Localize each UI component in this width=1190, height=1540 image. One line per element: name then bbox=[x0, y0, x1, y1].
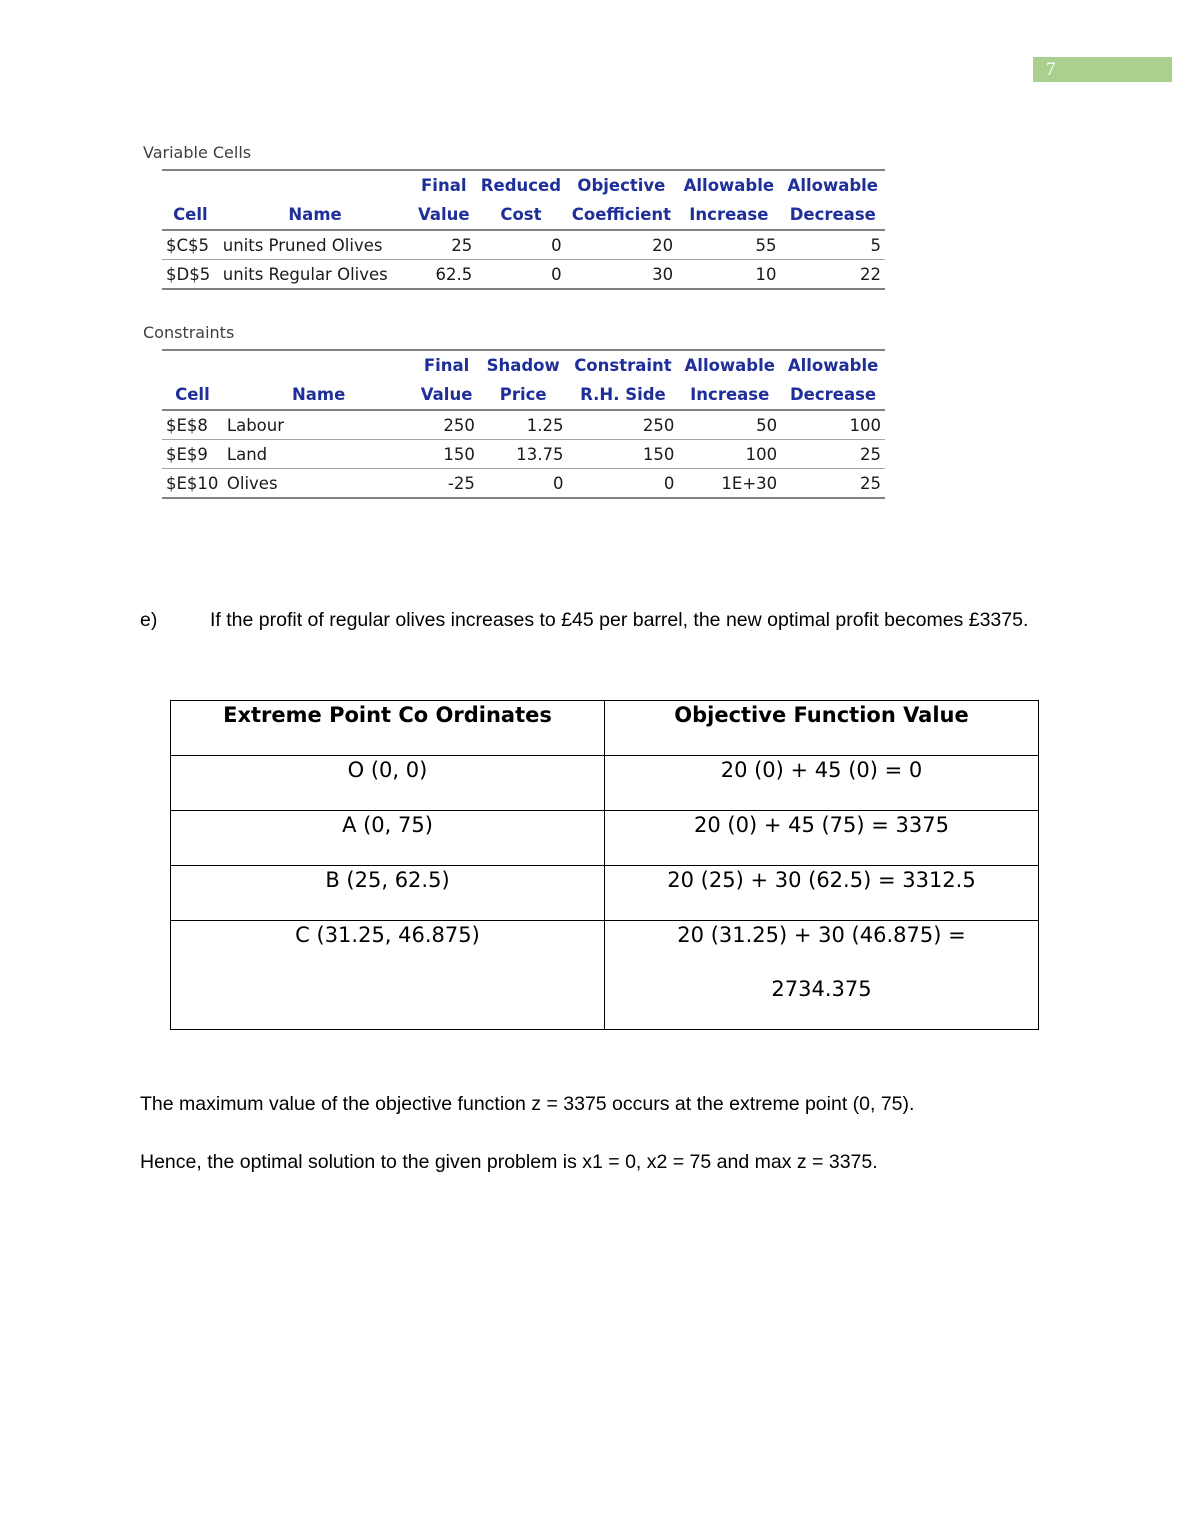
header-cell: Cell bbox=[162, 380, 223, 410]
cell-name: Land bbox=[223, 440, 414, 469]
reduced-cost: 0 bbox=[476, 260, 565, 290]
section-text: If the profit of regular olives increases to £45 per barrel, the new optimal profit becomes £3375. bbox=[210, 609, 1029, 631]
header-cell: Decrease bbox=[781, 380, 885, 410]
conclusion-line-2: Hence, the optimal solution to the given problem is x1 = 0, x2 = 75 and max z = 3375. bbox=[140, 1151, 878, 1173]
header-cell: Increase bbox=[677, 200, 780, 230]
final-value: 25 bbox=[411, 230, 476, 260]
shadow-price: 0 bbox=[479, 469, 568, 499]
objective-value: 20 (25) + 30 (62.5) = 3312.5 bbox=[605, 866, 1039, 921]
extreme-point: A (0, 75) bbox=[171, 811, 605, 866]
shadow-price: 13.75 bbox=[479, 440, 568, 469]
table-row bbox=[162, 440, 885, 469]
cell-name: units Regular Olives bbox=[219, 260, 412, 290]
header-cell: Allowable bbox=[677, 170, 780, 200]
allowable-increase: 55 bbox=[677, 230, 780, 260]
page-number: 7 bbox=[1033, 57, 1172, 82]
allowable-decrease: 25 bbox=[781, 469, 885, 499]
objective-value-line1: 20 (31.25) + 30 (46.875) = bbox=[677, 923, 966, 947]
allowable-decrease: 25 bbox=[781, 440, 885, 469]
table-row bbox=[162, 260, 885, 290]
conclusion-line-1: The maximum value of the objective function z = 3375 occurs at the extreme point (0, 75). bbox=[140, 1093, 915, 1115]
final-value: 150 bbox=[414, 440, 478, 469]
header-cell: Objective bbox=[566, 170, 678, 200]
header-cell: Decrease bbox=[781, 200, 885, 230]
cell-name: Labour bbox=[223, 410, 414, 440]
reduced-cost: 0 bbox=[476, 230, 565, 260]
table-row bbox=[171, 756, 1039, 811]
variable-cells-section bbox=[143, 142, 881, 284]
cell-ref: $E$8 bbox=[162, 410, 223, 440]
allowable-increase: 100 bbox=[678, 440, 781, 469]
header-cell: Cell bbox=[162, 200, 219, 230]
allowable-increase: 10 bbox=[677, 260, 780, 290]
table-row bbox=[162, 469, 885, 499]
constraints-table bbox=[162, 349, 885, 499]
header-cell: Final bbox=[414, 350, 478, 380]
objective-value: 20 (0) + 45 (0) = 0 bbox=[605, 756, 1039, 811]
header-cell: Name bbox=[223, 380, 414, 410]
header-cell: Allowable bbox=[781, 350, 885, 380]
header-cell: Reduced bbox=[476, 170, 565, 200]
extreme-points-table bbox=[170, 700, 1039, 1030]
header-cell: Cost bbox=[476, 200, 565, 230]
header-cell: Shadow bbox=[479, 350, 568, 380]
final-value: 250 bbox=[414, 410, 478, 440]
cell-name: Olives bbox=[223, 469, 414, 499]
allowable-decrease: 22 bbox=[781, 260, 885, 290]
header-cell: Value bbox=[411, 200, 476, 230]
objective-value bbox=[605, 921, 1039, 1030]
header-cell: Allowable bbox=[678, 350, 781, 380]
header-cell: Final bbox=[411, 170, 476, 200]
header-cell: R.H. Side bbox=[568, 380, 679, 410]
objective-value-line2: 2734.375 bbox=[771, 977, 872, 1001]
objective-coefficient: 20 bbox=[566, 230, 678, 260]
constraint-rhs: 250 bbox=[568, 410, 679, 440]
column-header: Extreme Point Co Ordinates bbox=[171, 701, 605, 756]
table-row bbox=[162, 410, 885, 440]
constraint-rhs: 150 bbox=[568, 440, 679, 469]
header-cell bbox=[223, 350, 414, 380]
header-cell: Allowable bbox=[781, 170, 885, 200]
table-row bbox=[162, 230, 885, 260]
header-cell: Constraint bbox=[568, 350, 679, 380]
extreme-point: C (31.25, 46.875) bbox=[171, 921, 605, 1030]
table-row bbox=[171, 811, 1039, 866]
constraints-section bbox=[143, 322, 881, 493]
section-e-paragraph bbox=[140, 598, 1052, 642]
shadow-price: 1.25 bbox=[479, 410, 568, 440]
constraints-title: Constraints bbox=[143, 323, 235, 342]
header-cell: Name bbox=[219, 200, 412, 230]
header-cell bbox=[162, 350, 223, 380]
variable-cells-table bbox=[162, 169, 885, 290]
objective-value: 20 (0) + 45 (75) = 3375 bbox=[605, 811, 1039, 866]
header-cell: Price bbox=[479, 380, 568, 410]
column-header: Objective Function Value bbox=[605, 701, 1039, 756]
variable-cells-title: Variable Cells bbox=[143, 143, 252, 162]
section-label: e) bbox=[140, 609, 158, 631]
header-cell bbox=[219, 170, 412, 200]
objective-coefficient: 30 bbox=[566, 260, 678, 290]
cell-ref: $E$9 bbox=[162, 440, 223, 469]
extreme-point: O (0, 0) bbox=[171, 756, 605, 811]
header-cell: Increase bbox=[678, 380, 781, 410]
header-cell: Value bbox=[414, 380, 478, 410]
header-cell: Coefficient bbox=[566, 200, 678, 230]
cell-name: units Pruned Olives bbox=[219, 230, 412, 260]
cell-ref: $E$10 bbox=[162, 469, 223, 499]
cell-ref: $C$5 bbox=[162, 230, 219, 260]
allowable-increase: 1E+30 bbox=[678, 469, 781, 499]
table-row bbox=[171, 921, 1039, 1030]
extreme-point: B (25, 62.5) bbox=[171, 866, 605, 921]
table-row bbox=[171, 866, 1039, 921]
final-value: 62.5 bbox=[411, 260, 476, 290]
allowable-increase: 50 bbox=[678, 410, 781, 440]
cell-ref: $D$5 bbox=[162, 260, 219, 290]
header-cell bbox=[162, 170, 219, 200]
allowable-decrease: 100 bbox=[781, 410, 885, 440]
constraint-rhs: 0 bbox=[568, 469, 679, 499]
final-value: -25 bbox=[414, 469, 478, 499]
allowable-decrease: 5 bbox=[781, 230, 885, 260]
